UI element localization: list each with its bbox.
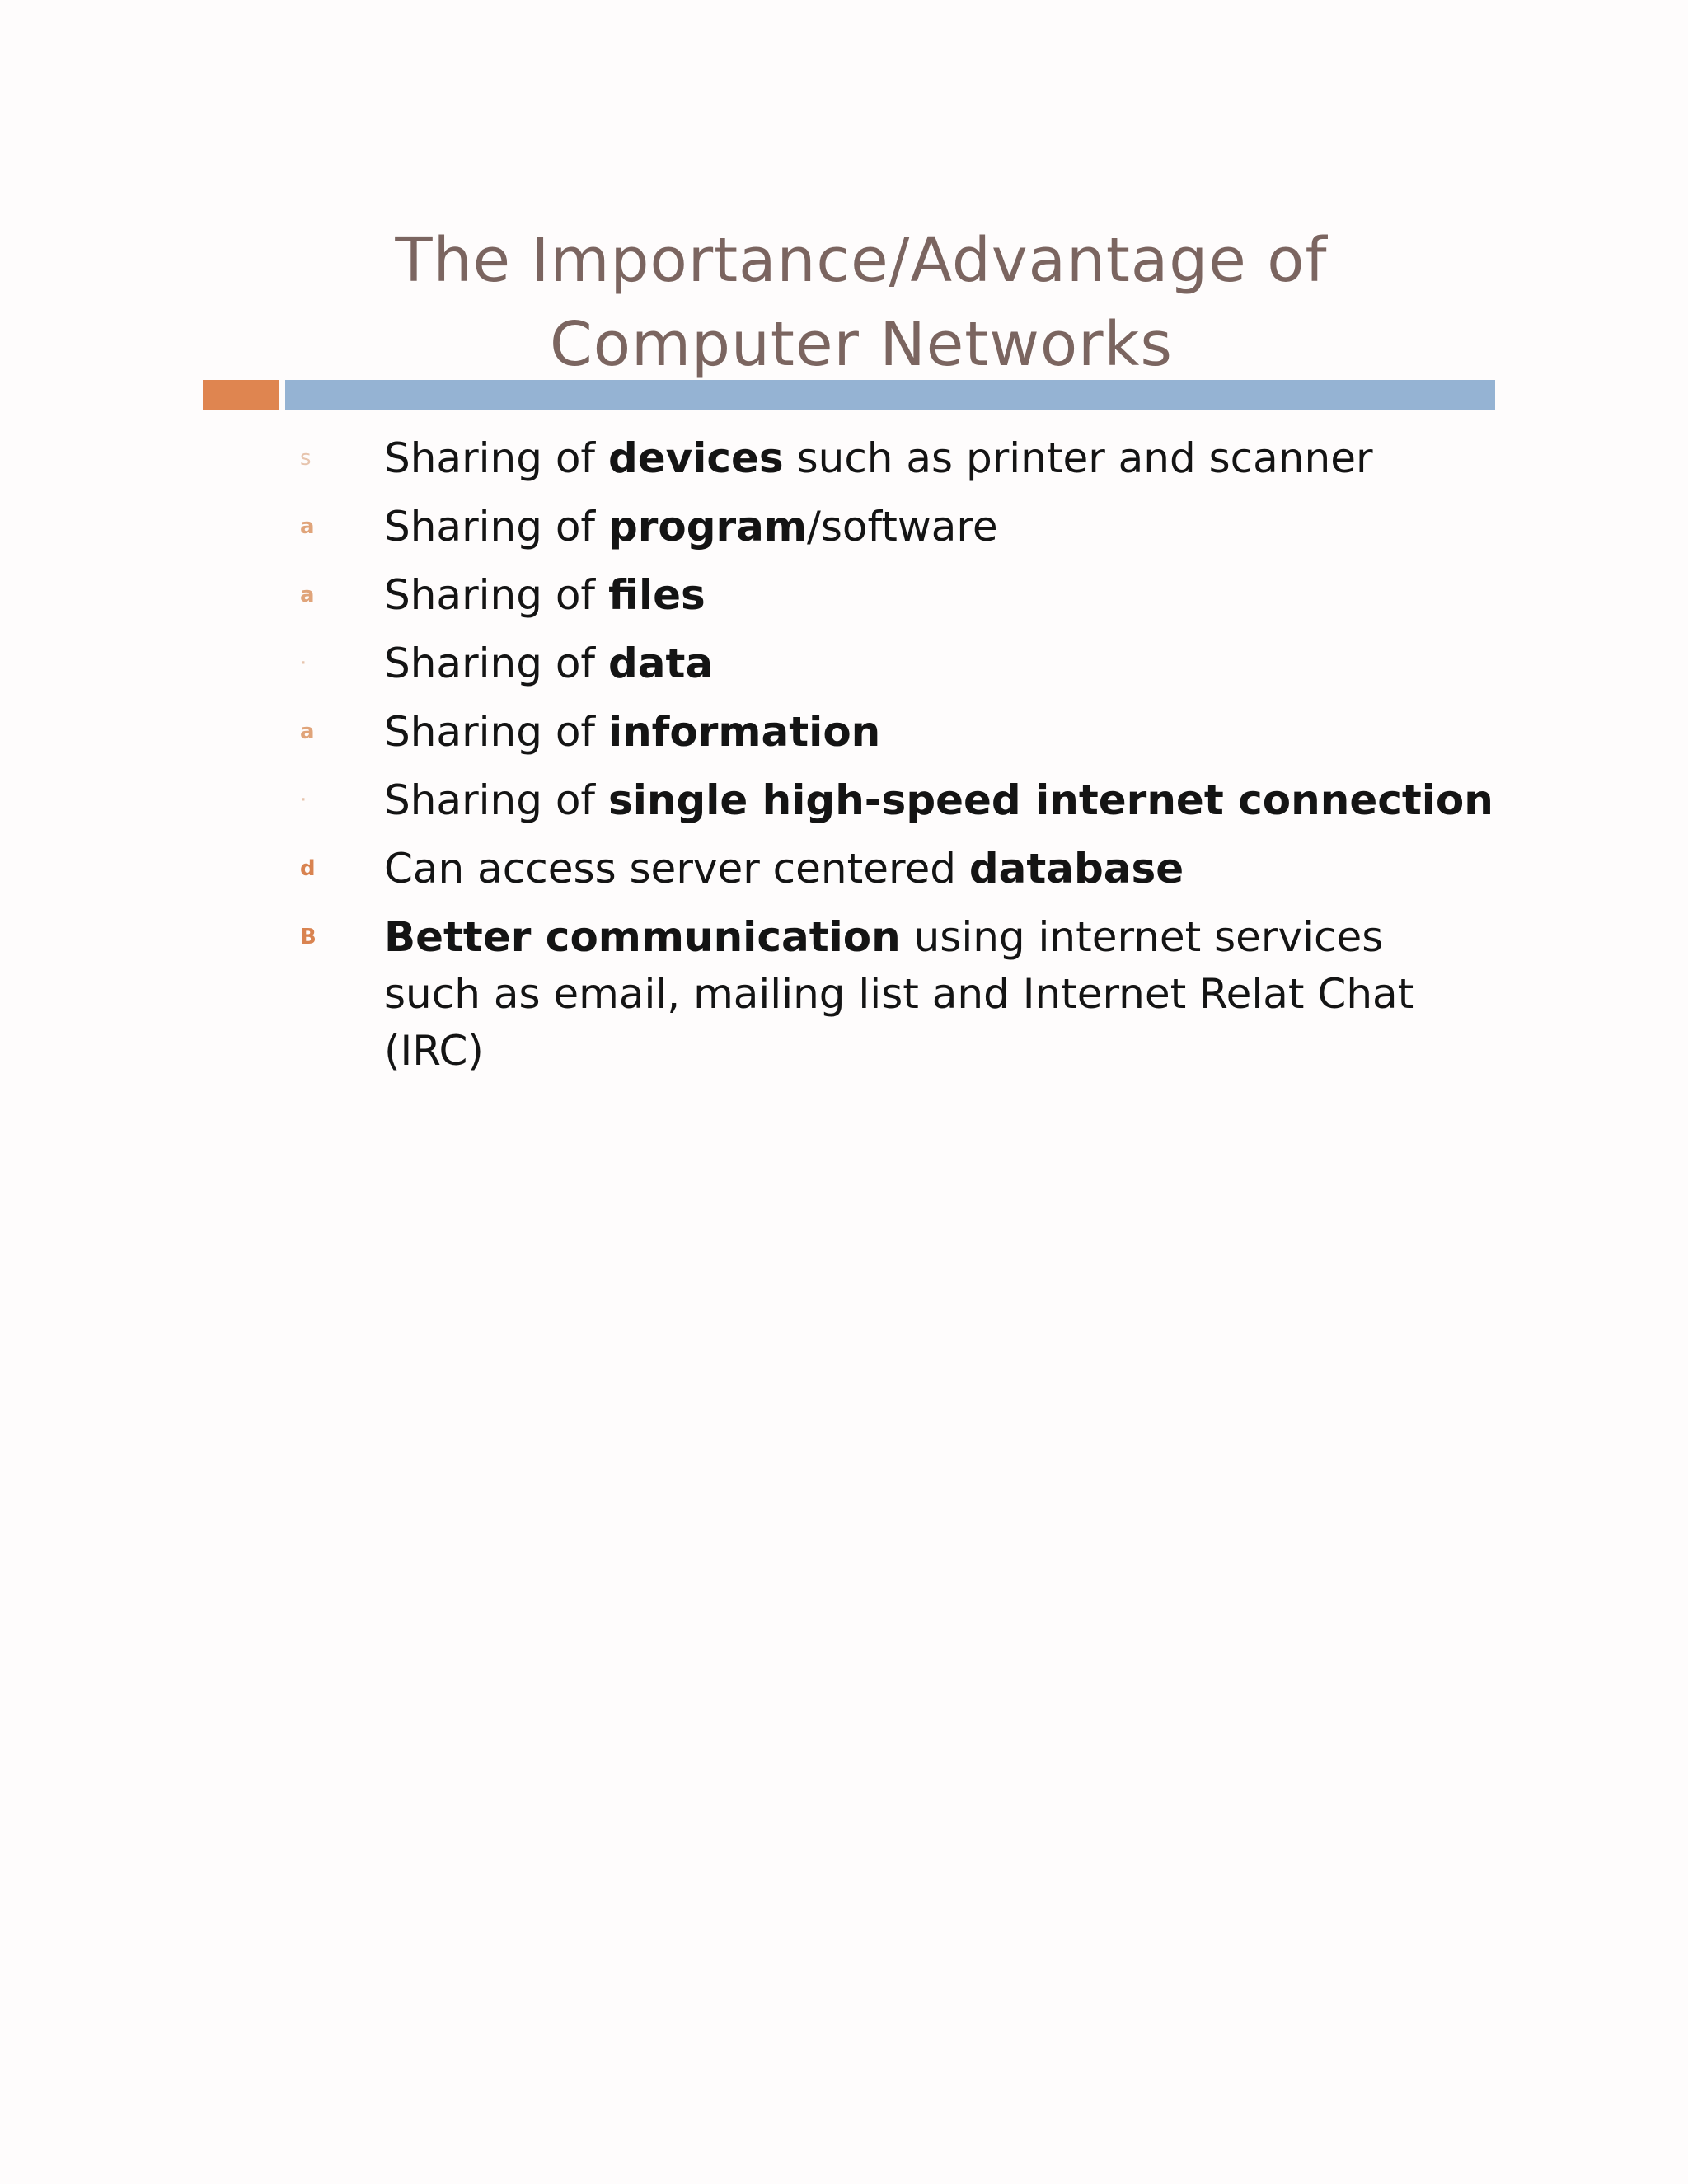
list-item-bold-text: Better communication [384,913,901,961]
bullet-marker: a [300,719,315,744]
list-item-bold-text: program [607,503,808,551]
list-item-text: Sharing of [384,776,608,824]
slide-title [280,218,1442,387]
list-item-bold-text: information [607,708,881,756]
list-item-bold-text: files [607,571,706,619]
list-item [298,567,1485,624]
list-item-text: Sharing of [384,640,608,687]
bullet-marker: · [300,651,307,676]
list-item [298,909,1485,1080]
list-item [298,704,1485,761]
list-item [298,841,1485,898]
bullet-marker: a [300,583,315,607]
list-item-text: such as printer and scanner [783,434,1373,482]
list-item-text: /software [807,503,998,551]
slide-title-line-1: The Importance/Advantage of [395,225,1328,296]
list-item-bold-text: database [968,845,1184,893]
bullet-marker: d [300,856,316,881]
list-item-text: Sharing of [384,708,608,756]
list-item-text: Can access server centered [384,845,969,893]
list-item [298,772,1493,829]
list-item-text: Sharing of [384,503,608,551]
list-item-text: Sharing of [384,434,608,482]
list-item [298,635,1485,692]
bullet-marker: s [300,446,312,471]
bullet-list [298,430,1493,1091]
bullet-marker: · [300,788,307,813]
list-item-text: using internet services such as email, mailing list and Internet Relat Chat (IRC) [384,913,1414,1075]
bullet-marker: a [300,514,315,539]
bullet-marker: B [300,925,316,949]
list-item-text: Sharing of [384,571,608,619]
list-item [298,499,1485,555]
title-accent-bar-blue [285,380,1495,410]
slide-title-line-2: Computer Networks [550,309,1173,380]
list-item-bold-text: single high-speed internet connection [607,776,1493,824]
list-item-bold-text: data [607,640,714,687]
title-accent-bar-orange [203,380,279,410]
list-item [298,430,1485,487]
list-item-bold-text: devices [607,434,784,482]
